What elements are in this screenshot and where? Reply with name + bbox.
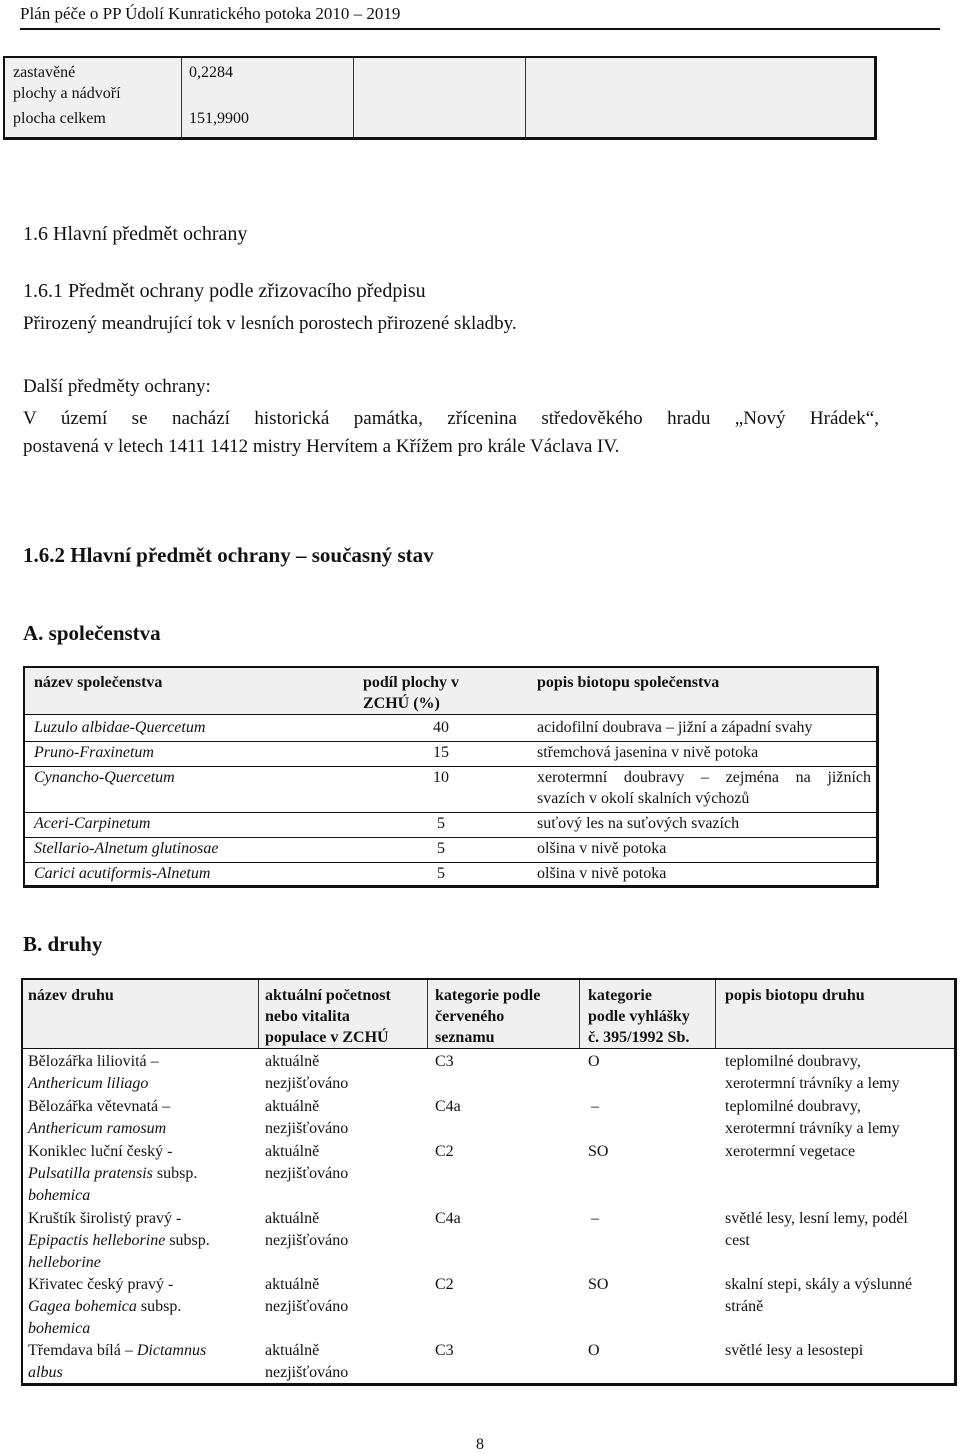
header-rule xyxy=(20,28,940,30)
species-name: Koniklec luční český - Pulsatilla pratensis subsp. bohemica xyxy=(28,1143,198,1204)
area-table-divider xyxy=(353,58,354,137)
species-red-list: C2 xyxy=(435,1276,454,1293)
section-b-title: B. druhy xyxy=(23,932,103,956)
other-subjects-text-line1: V území se nachází historická památka, zřícenina středověkého hradu „Nový Hrádek“, xyxy=(23,408,879,429)
species-red-list: C2 xyxy=(435,1143,454,1160)
header-divider xyxy=(427,980,428,1048)
section-a-title: A. společenstva xyxy=(23,621,161,645)
community-share: 15 xyxy=(433,744,449,761)
community-name: Carici acutiformis-Alnetum xyxy=(34,865,211,882)
header-area-share: podíl plochy v ZCHÚ (%) xyxy=(363,674,460,712)
species-decree: SO xyxy=(588,1276,609,1293)
community-description: xerotermní doubravy – zejména na jižních xyxy=(537,769,871,786)
area-table xyxy=(3,56,877,140)
species-abundance: aktuálně nezjišťováno xyxy=(265,1210,349,1249)
area-value: 0,2284 xyxy=(189,64,233,81)
row-divider xyxy=(25,714,876,715)
community-description: acidofilní doubrava – jižní a západní svahy xyxy=(537,719,813,736)
species-name: Bělozářka liliovitá – Anthericum liliago xyxy=(28,1053,159,1092)
area-label: plocha celkem xyxy=(13,110,106,127)
area-value: 151,9900 xyxy=(189,110,249,127)
communities-table xyxy=(23,666,879,888)
species-decree: – xyxy=(591,1098,599,1115)
header-community-name: název společenstva xyxy=(34,674,163,691)
community-share: 5 xyxy=(437,865,445,882)
other-subjects-title: Další předměty ochrany: xyxy=(23,376,211,397)
species-abundance: aktuálně nezjišťováno xyxy=(265,1276,349,1315)
species-abundance: aktuálně nezjišťováno xyxy=(265,1143,349,1182)
community-share: 40 xyxy=(433,719,449,736)
species-name: Třemdava bílá – Dictamnus albus xyxy=(28,1342,207,1381)
species-decree: O xyxy=(588,1053,600,1070)
header-divider xyxy=(715,980,716,1048)
species-red-list: C3 xyxy=(435,1053,454,1070)
header-red-list-category: kategorie podle červeného seznamu xyxy=(435,987,541,1046)
species-abundance: aktuálně nezjišťováno xyxy=(265,1098,349,1137)
header-divider xyxy=(258,980,259,1048)
species-table xyxy=(21,978,957,1386)
community-name: Stellario-Alnetum glutinosae xyxy=(34,840,219,857)
species-name: Bělozářka větevnatá – Anthericum ramosum xyxy=(28,1098,171,1137)
header-biotope-description: popis biotopu společenstva xyxy=(537,674,720,691)
species-abundance: aktuálně nezjišťováno xyxy=(265,1342,349,1381)
species-red-list: C3 xyxy=(435,1342,454,1359)
community-description: suťový les na suťových svazích xyxy=(537,815,740,832)
section-1-6-2-title: 1.6.2 Hlavní předmět ochrany – současný stav xyxy=(23,543,434,567)
species-habitat: teplomilné doubravy, xerotermní trávníky a lemy xyxy=(725,1098,900,1137)
species-habitat: světlé lesy a lesostepi xyxy=(725,1342,864,1359)
species-name: Kruštík širolistý pravý - Epipactis helleborine subsp. helleborine xyxy=(28,1210,210,1271)
species-decree: O xyxy=(588,1342,600,1359)
species-habitat: xerotermní vegetace xyxy=(725,1143,856,1160)
species-name: Křivatec český pravý - Gagea bohemica subsp. bohemica xyxy=(28,1276,182,1337)
community-share: 5 xyxy=(437,840,445,857)
community-share: 10 xyxy=(433,769,449,786)
community-description: olšina v nivě potoka xyxy=(537,840,667,857)
species-decree: – xyxy=(591,1210,599,1227)
community-description: olšina v nivě potoka xyxy=(537,865,667,882)
species-habitat: světlé lesy, lesní lemy, podél cest xyxy=(725,1210,908,1249)
species-decree: SO xyxy=(588,1143,609,1160)
header-decree-category: kategorie podle vyhlášky č. 395/1992 Sb. xyxy=(588,987,690,1046)
species-habitat: skalní stepi, skály a výslunné stráně xyxy=(725,1276,913,1315)
other-subjects-text-line2: postavená v letech 1411 1412 mistry Hervítem a Křížem pro krále Václava IV. xyxy=(23,436,620,457)
row-divider xyxy=(25,812,876,813)
area-table-divider xyxy=(525,58,526,137)
area-table-divider xyxy=(181,58,182,137)
section-1-6-1-text: Přirozený meandrující tok v lesních porostech přirozené skladby. xyxy=(23,313,517,334)
species-red-list: C4a xyxy=(435,1210,461,1227)
community-name: Pruno-Fraxinetum xyxy=(34,744,154,761)
community-share: 5 xyxy=(437,815,445,832)
header-habitat-description: popis biotopu druhu xyxy=(725,987,865,1004)
header-abundance: aktuální početnost nebo vitalita populace v ZCHÚ xyxy=(265,987,391,1046)
section-1-6-title: 1.6 Hlavní předmět ochrany xyxy=(23,223,248,245)
header-divider xyxy=(579,980,580,1048)
species-habitat: teplomilné doubravy, xerotermní trávníky a lemy xyxy=(725,1053,900,1092)
header-species-name: název druhu xyxy=(28,987,114,1004)
species-abundance: aktuálně nezjišťováno xyxy=(265,1053,349,1092)
section-1-6-1-title: 1.6.1 Předmět ochrany podle zřizovacího předpisu xyxy=(23,280,426,302)
running-header: Plán péče o PP Údolí Kunratického potoka 2010 – 2019 xyxy=(20,4,401,23)
community-name: Aceri-Carpinetum xyxy=(34,815,151,832)
species-red-list: C4a xyxy=(435,1098,461,1115)
community-description: střemchová jasenina v nivě potoka xyxy=(537,744,759,761)
area-label: zastavěné plochy a nádvoří xyxy=(13,64,121,102)
row-divider xyxy=(23,1048,954,1049)
community-description-cont: svazích v okolí skalních výchozů xyxy=(537,790,750,807)
community-name: Luzulo albidae-Quercetum xyxy=(34,719,206,736)
page-number: 8 xyxy=(476,1436,484,1453)
community-name: Cynancho-Quercetum xyxy=(34,769,175,786)
